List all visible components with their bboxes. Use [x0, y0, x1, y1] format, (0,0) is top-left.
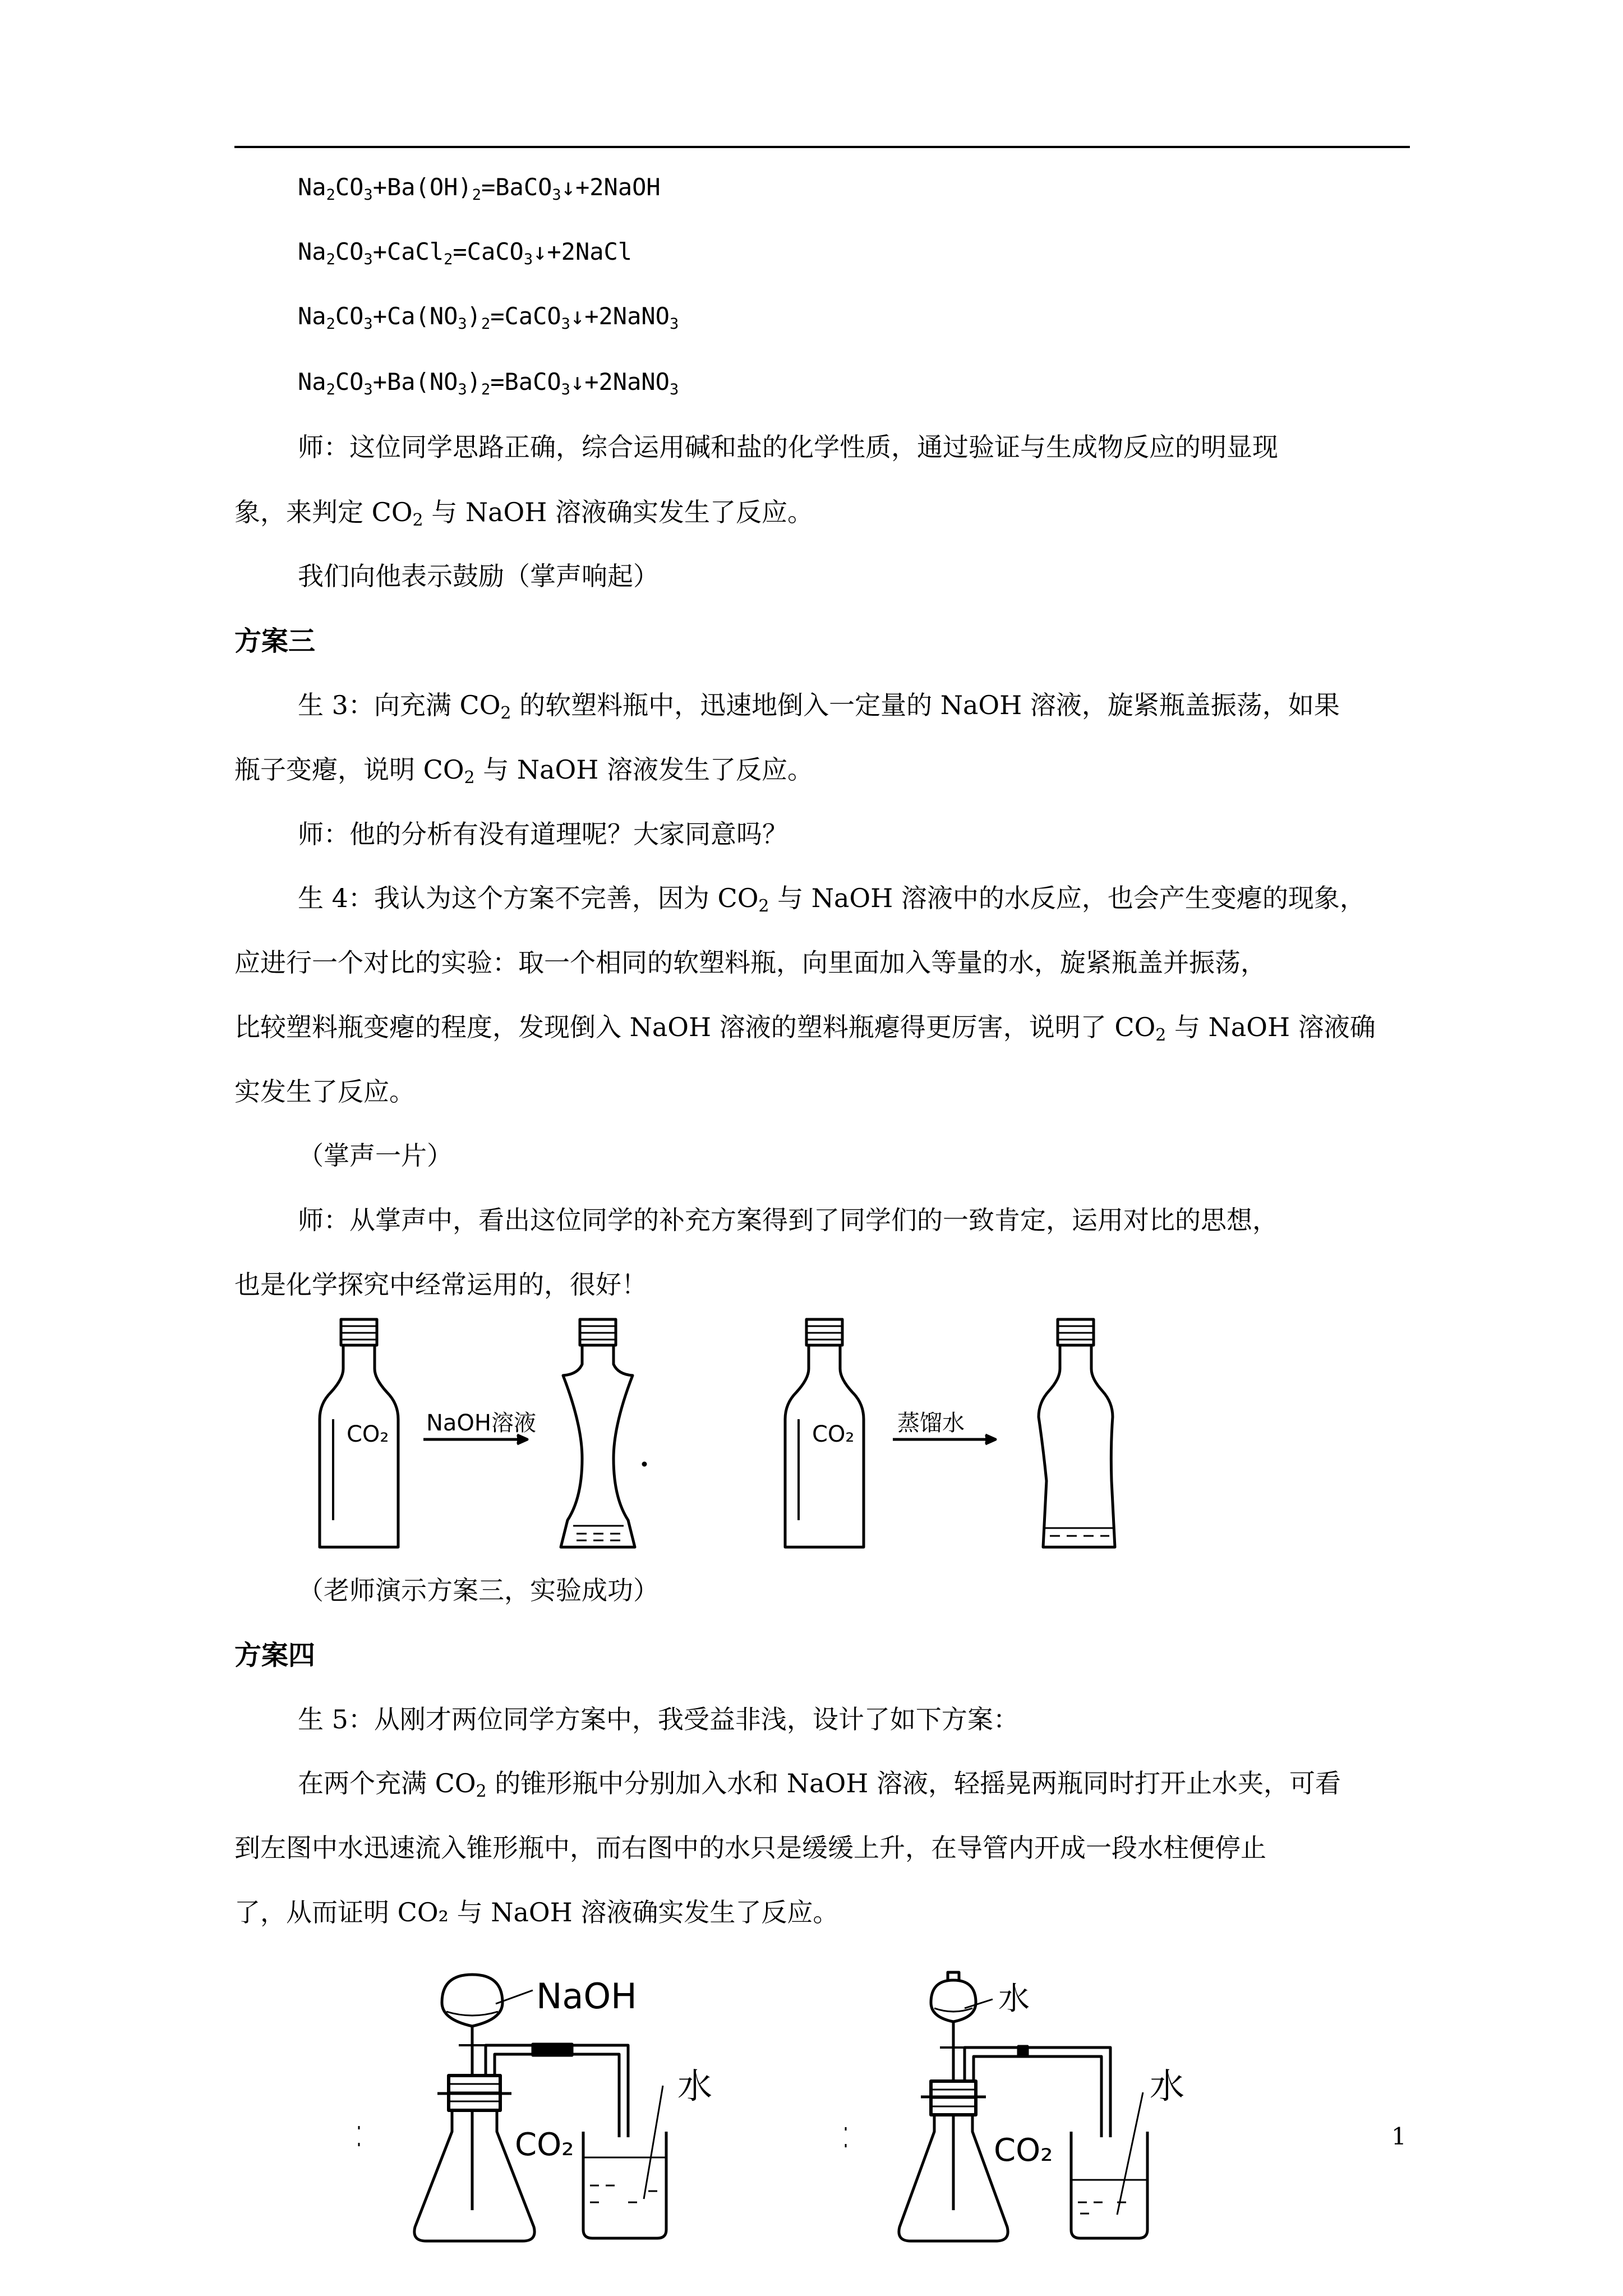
text-sub: 2	[464, 768, 475, 788]
eq-sub: 2	[472, 186, 481, 204]
left-funnel-label: NaOH	[536, 1976, 637, 2017]
equation-1	[298, 173, 661, 204]
text-sub: 2	[476, 1782, 487, 1801]
eq-sub: 3	[458, 381, 467, 398]
text-part: 比较塑料瓶变瘪的程度，发现倒入 NaOH 溶液的塑料瓶瘪得更厉害，说明了 CO	[234, 1012, 1156, 1042]
arrow-label-water: 蒸馏水	[897, 1410, 965, 1436]
eq-sub: 2	[326, 251, 335, 268]
eq-sub: 3	[552, 186, 561, 204]
left-flask-label: CO₂	[515, 2127, 574, 2163]
student3-line-2	[234, 754, 813, 788]
text-part: 在两个充满 CO	[298, 1768, 476, 1798]
flask-experiment-figure	[348, 1963, 1200, 2277]
eq-part: ↓+2NaNO	[570, 302, 670, 330]
student5-line-4: 了，从而证明 CO₂ 与 NaOH 溶液确实发生了反应。	[234, 1897, 839, 1927]
eq-part: +Ba(NO	[372, 368, 458, 395]
text-part: 与 NaOH 溶液发生了反应。	[474, 754, 813, 785]
eq-sub: 2	[326, 186, 335, 204]
eq-part: +Ba(OH)	[372, 173, 472, 201]
eq-part: =CaCO	[490, 302, 561, 330]
student5-line-1: 生 5：从刚才两位同学方案中，我受益非浅，设计了如下方案：	[298, 1704, 1019, 1734]
eq-part: ↓+2NaCl	[533, 238, 633, 265]
eq-part: =BaCO	[481, 173, 552, 201]
eq-sub: 3	[363, 315, 373, 333]
bottle-experiment-figure	[314, 1313, 1144, 1559]
student4-line-3	[234, 1012, 1376, 1045]
encourage-line: 我们向他表示鼓励（掌声响起）	[298, 561, 659, 591]
text-part: 生 4：我认为这个方案不完善，因为 CO	[298, 883, 759, 913]
header-rule	[234, 146, 1410, 148]
eq-part: ↓+2NaNO	[570, 368, 670, 395]
student4-line-1	[298, 883, 1366, 916]
eq-part: CO	[335, 238, 364, 265]
text-part: 的锥形瓶中分别加入水和 NaOH 溶液，轻摇晃两瓶同时打开止水夹，可看	[486, 1768, 1341, 1798]
right-flask-label: CO₂	[994, 2132, 1053, 2169]
plan4-heading: 方案四	[234, 1640, 316, 1671]
teacher-praise-line-1: 师：从掌声中，看出这位同学的补充方案得到了同学们的一致肯定，运用对比的思想，	[298, 1205, 1278, 1235]
eq-sub: 3	[363, 251, 373, 268]
eq-part: Na	[298, 238, 326, 265]
plan3-heading: 方案三	[234, 625, 316, 657]
bottle-slightly-crushed-water	[1039, 1319, 1115, 1547]
eq-sub: 3	[363, 186, 373, 204]
text-part: 与 NaOH 溶液确	[1166, 1012, 1376, 1042]
text-sub: 2	[412, 510, 423, 530]
eq-sub: 2	[481, 315, 491, 333]
text-sub: 2	[500, 703, 511, 723]
student4-line-4: 实发生了反应。	[234, 1076, 415, 1107]
equation-3	[298, 302, 679, 333]
eq-sub: 3	[363, 381, 373, 398]
co2-label-1: CO₂	[347, 1421, 389, 1447]
page-number: 1	[1391, 2123, 1407, 2150]
arrow-label-naoh: NaOH溶液	[426, 1410, 536, 1436]
text-part: 象，来判定 CO	[234, 497, 413, 527]
text-sub: 2	[758, 896, 769, 916]
text-part: 瓶子变瘪，说明 CO	[234, 754, 464, 785]
teacher-question: 师：他的分析有没有道理呢？大家同意吗？	[298, 819, 788, 849]
eq-sub: 3	[458, 315, 467, 333]
student5-line-3: 到左图中水迅速流入锥形瓶中，而右图中的水只是缓缓上升，在导管内开成一段水柱便停止	[234, 1833, 1266, 1863]
figure-caption: （老师演示方案三，实验成功）	[298, 1575, 659, 1605]
right-funnel-label: 水	[998, 1981, 1030, 2017]
equation-4	[298, 368, 679, 398]
left-beaker-label: 水	[677, 2065, 713, 2106]
eq-part: )	[467, 302, 481, 330]
eq-part: Na	[298, 368, 326, 395]
text-part: 生 3：向充满 CO	[298, 690, 501, 720]
eq-sub: 3	[561, 315, 570, 333]
right-beaker-label: 水	[1150, 2065, 1185, 2106]
eq-part: +CaCl	[372, 238, 444, 265]
eq-sub: 2	[481, 381, 491, 398]
teacher-comment-line-1: 师：这位同学思路正确，综合运用碱和盐的化学性质，通过验证与生成物反应的明显现	[298, 432, 1278, 462]
text-part: 与 NaOH 溶液确实发生了反应。	[423, 497, 813, 527]
co2-label-2: CO₂	[812, 1421, 855, 1447]
eq-part: =CaCO	[453, 238, 524, 265]
teacher-praise-line-2: 也是化学探究中经常运用的，很好！	[234, 1269, 647, 1300]
text-part: 与 NaOH 溶液中的水反应，也会产生变瘪的现象，	[769, 883, 1366, 913]
equation-2	[298, 238, 633, 268]
speck-mark	[643, 1463, 645, 1465]
eq-part: =BaCO	[490, 368, 561, 395]
eq-sub: 3	[669, 381, 679, 398]
eq-part: +Ca(NO	[372, 302, 458, 330]
applause-line: （掌声一片）	[298, 1140, 453, 1171]
student4-line-2: 应进行一个对比的实验：取一个相同的软塑料瓶，向里面加入等量的水，旋紧瓶盖并振荡，	[234, 947, 1266, 978]
eq-sub: 2	[326, 381, 335, 398]
eq-part: )	[467, 368, 481, 395]
eq-part: Na	[298, 173, 326, 201]
eq-sub: 3	[561, 381, 570, 398]
student5-line-2	[298, 1768, 1341, 1801]
eq-sub: 2	[444, 251, 453, 268]
eq-part: CO	[335, 173, 364, 201]
teacher-comment-line-2	[234, 497, 813, 530]
student3-line-1	[298, 690, 1340, 723]
text-part: 的软塑料瓶中，迅速地倒入一定量的 NaOH 溶液，旋紧瓶盖振荡，如果	[511, 690, 1340, 720]
eq-part: ↓+2NaOH	[561, 173, 661, 201]
eq-sub: 3	[523, 251, 533, 268]
eq-part: CO	[335, 302, 364, 330]
text-sub: 2	[1155, 1025, 1166, 1045]
eq-part: CO	[335, 368, 364, 395]
bottle-crushed-naoh	[561, 1319, 635, 1547]
eq-sub: 2	[326, 315, 335, 333]
eq-part: Na	[298, 302, 326, 330]
eq-sub: 3	[669, 315, 679, 333]
